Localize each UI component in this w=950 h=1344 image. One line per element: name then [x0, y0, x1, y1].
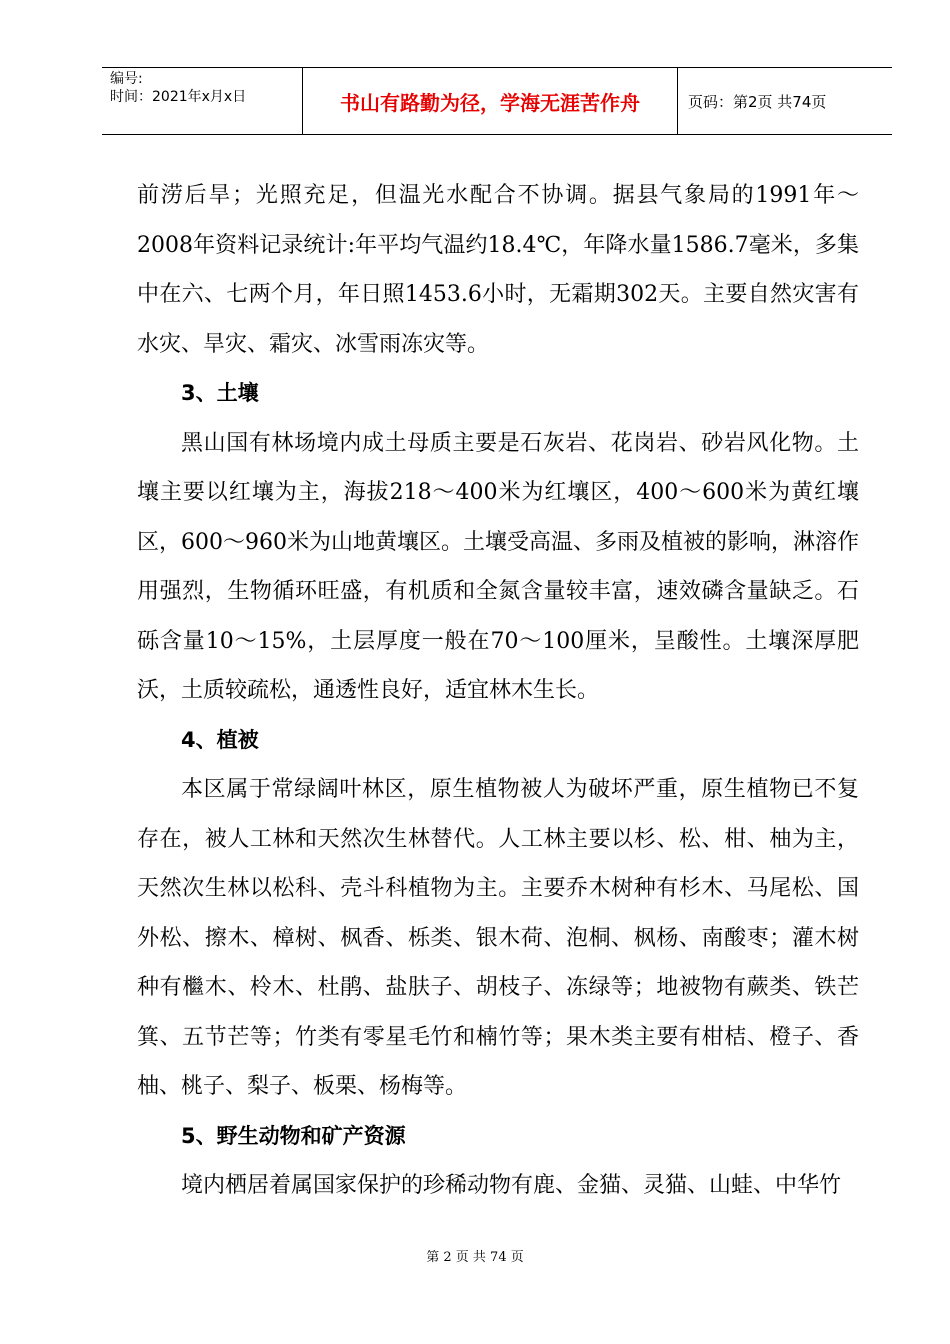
document-body — [137, 171, 859, 1211]
heading-wildlife-minerals: 5、野生动物和矿产资源 — [181, 1123, 406, 1148]
paragraph-wildlife: 境内栖居着属国家保护的珍稀动物有鹿、金猫、灵猫、山蛙、中华竹 — [181, 1173, 842, 1198]
heading-vegetation: 4、植被 — [181, 727, 259, 752]
header-page-info: 页码：第2页 共74页 — [688, 92, 827, 111]
page-header — [102, 67, 892, 135]
heading-soil: 3、土壤 — [181, 381, 259, 405]
page-footer: 第 2 页 共 74 页 — [426, 1250, 524, 1265]
document-time-label: 时间：2021年x月x日 — [110, 89, 247, 105]
header-meta — [102, 68, 303, 134]
document-number-label: 编号: — [110, 71, 143, 87]
paragraph-climate: 前涝后旱；光照充足，但温光水配合不协调。据县气象局的1991年～2008年资料记录统计:年平均气温约18.4℃，年降水量1586.7毫米，多集中在六、七两个月，年日照1453.6小时，无霜期302天。主要自然灾害有水灾、旱灾、霜灾、冰雪雨冻灾等。 — [137, 183, 859, 357]
paragraph-soil: 黑山国有林场境内成土母质主要是石灰岩、花岗岩、砂岩风化物。土壤主要以红壤为主，海拔218～400米为红壤区，400～600米为黄红壤区，600～960米为山地黄壤区。土壤受高温、多雨及植被的影响，淋溶作用强烈，生物循环旺盛，有机质和全氮含量较丰富，速效磷含量缺乏。石砾含量10～15%，土层厚度一般在70～100厘米，呈酸性。土壤深厚肥沃，土质较疏松，通透性良好，适宜林木生长。 — [137, 430, 859, 703]
header-motto: 书山有路勤为径，学海无涯苦作舟 — [303, 68, 678, 134]
paragraph-vegetation: 本区属于常绿阔叶林区，原生植物被人为破坏严重，原生植物已不复存在，被人工林和天然次生林替代。人工林主要以杉、松、柑、柚为主，天然次生林以松科、壳斗科植物为主。主要乔木树种有杉木、马尾松、国外松、擦木、樟树、枫香、栎类、银木荷、泡桐、枫杨、南酸枣；灌木树种有檵木、柃木、杜鹃、盐肤子、胡枝子、冻绿等；地被物有蕨类、铁芒箕、五节芒等；竹类有零星毛竹和楠竹等；果木类主要有柑桔、橙子、香柚、桃子、梨子、板栗、杨梅等。 — [137, 777, 859, 1099]
